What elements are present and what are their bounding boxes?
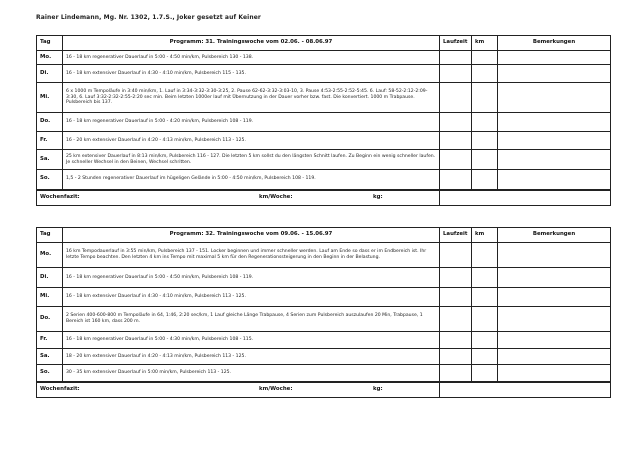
bemerkungen-cell[interactable] — [498, 332, 611, 349]
km-per-week-label: km/Woche: — [259, 193, 293, 200]
km-cell[interactable] — [472, 268, 498, 288]
table-row — [37, 170, 611, 190]
km-cell[interactable] — [472, 65, 498, 83]
table-row — [37, 268, 611, 288]
bemerkungen-cell[interactable] — [498, 307, 611, 332]
col-header-km: km — [472, 36, 498, 51]
workout-description: 16 - 18 km regenerativer Dauerlauf in 5:00 - 4:50 min/km, Pulsbereich 130 - 138. — [63, 51, 440, 65]
km-cell[interactable] — [472, 243, 498, 268]
bemerkungen-cell[interactable] — [498, 349, 611, 365]
bemerkungen-cell[interactable] — [498, 243, 611, 268]
bemerkungen-cell[interactable] — [498, 288, 611, 307]
bemerkungen-cell[interactable] — [498, 150, 611, 170]
col-header-day: Tag — [37, 36, 63, 51]
km-cell[interactable] — [472, 349, 498, 365]
bemerkungen-cell[interactable] — [498, 268, 611, 288]
km-cell[interactable] — [472, 83, 498, 113]
week-summary-row — [37, 382, 611, 398]
day-label: Fr. — [37, 132, 63, 150]
workout-description: 16 - 18 km extensiver Dauerlauf in 4:30 - 4:10 min/km, Pulsbereich 113 - 125. — [63, 288, 440, 307]
workout-description: 1,5 - 2 Stunden regenerativer Dauerlauf im hügeligen Gelände in 5:00 - 4:50 min/km, Pulsbereich 108 - 119. — [63, 170, 440, 190]
laufzeit-cell[interactable] — [440, 332, 472, 349]
laufzeit-cell[interactable] — [440, 243, 472, 268]
workout-description: 30 - 35 km extensiver Dauerlauf in 5:00 min/km, Pulsbereich 113 - 125. — [63, 365, 440, 382]
km-cell[interactable] — [472, 150, 498, 170]
day-label: Sa. — [37, 150, 63, 170]
laufzeit-cell[interactable] — [440, 268, 472, 288]
bemerkungen-cell[interactable] — [498, 365, 611, 382]
km-cell[interactable] — [472, 365, 498, 382]
wochenfazit-label: Wochenfazit: — [40, 385, 80, 392]
table-row — [37, 243, 611, 268]
col-header-program: Programm: 32. Trainingswoche vom 09.06. - 15.06.97 — [63, 228, 440, 243]
km-cell[interactable] — [472, 51, 498, 65]
week-summary-blank — [440, 382, 611, 398]
laufzeit-cell[interactable] — [440, 51, 472, 65]
bemerkungen-cell[interactable] — [498, 170, 611, 190]
laufzeit-cell[interactable] — [440, 83, 472, 113]
training-week-table-2 — [36, 227, 610, 398]
laufzeit-cell[interactable] — [440, 65, 472, 83]
page-header: Rainer Lindemann, Mg. Nr. 1302, 1.7.S., Joker gesetzt auf Keiner — [36, 14, 261, 21]
laufzeit-cell[interactable] — [440, 288, 472, 307]
km-cell[interactable] — [472, 113, 498, 132]
col-header-laufzeit: Laufzeit — [440, 36, 472, 51]
workout-description: 16 - 18 km regenerativer Dauerlauf in 5:00 - 4:20 min/km, Pulsbereich 108 - 119. — [63, 113, 440, 132]
km-cell[interactable] — [472, 288, 498, 307]
laufzeit-cell[interactable] — [440, 132, 472, 150]
km-cell[interactable] — [472, 132, 498, 150]
week-summary-row — [37, 190, 611, 206]
day-label: Sa. — [37, 349, 63, 365]
training-week-table-1 — [36, 35, 610, 206]
table-row — [37, 51, 611, 65]
table-row — [37, 65, 611, 83]
day-label: Do. — [37, 113, 63, 132]
week-summary-blank — [440, 190, 611, 206]
day-label: Do. — [37, 307, 63, 332]
table-row — [37, 150, 611, 170]
table-row — [37, 307, 611, 332]
day-label: So. — [37, 170, 63, 190]
table-row — [37, 83, 611, 113]
laufzeit-cell[interactable] — [440, 307, 472, 332]
week-table — [36, 35, 611, 206]
km-cell[interactable] — [472, 307, 498, 332]
day-label: Mi. — [37, 288, 63, 307]
day-label: Di. — [37, 268, 63, 288]
km-cell[interactable] — [472, 332, 498, 349]
workout-description: 25 km extensiver Dauerlauf in 8:13 min/km, Pulsbereich 116 - 127. Die letzten 5 km sollst du den längsten Schnitt laufen. Zu Beginn ein wenig schneller laufen. Je schneller Wechsel in den Beinen, Wechsel schritten. — [63, 150, 440, 170]
col-header-bemerkungen: Bemerkungen — [498, 36, 611, 51]
laufzeit-cell[interactable] — [440, 113, 472, 132]
workout-description: 2 Serien 400-600-800 m Tempoläufe in 64, 1:46, 2:20 sec/km, 1 Lauf gleiche Länge Trabpause, 4 Serien zum Pulsbereich auszulaufen 20 Min, Trabpause, 1 Bereich ist 160 km, dass 200 m. — [63, 307, 440, 332]
day-label: Mi. — [37, 83, 63, 113]
col-header-bemerkungen: Bemerkungen — [498, 228, 611, 243]
workout-description: 16 - 18 km regenerativer Dauerlauf in 5:00 - 4:50 min/km, Pulsbereich 108 - 119. — [63, 268, 440, 288]
workout-description: 18 - 20 km extensiver Dauerlauf in 4:20 - 4:13 min/km, Pulsbereich 113 - 125. — [63, 349, 440, 365]
workout-description: 16 - 20 km extensiver Dauerlauf in 4:20 - 4:13 min/km, Pulsbereich 113 - 125. — [63, 132, 440, 150]
col-header-km: km — [472, 228, 498, 243]
workout-description: 6 x 1000 m Tempoläufe in 3:40 min/km, 1. Lauf in 3:34-3:32-3:30-3:25, 2. Pause 62-62-3:32-3:03-10, 3. Pause 4:53-2:55-2:52-5:45. 6. Lauf: 58-52-2:12-2:09-3:30, 6. Lauf 3:32-2:32-2:55-2:20 sec min. Beim letzten 1000er lauf mit Übernutzung in der Dauer vorher bzw. fast. Die konvertiert. 1000 m Trabpause. Pulsbereich bis 137. — [63, 83, 440, 113]
bemerkungen-cell[interactable] — [498, 65, 611, 83]
header-row — [37, 228, 611, 243]
day-label: Mo. — [37, 243, 63, 268]
laufzeit-cell[interactable] — [440, 170, 472, 190]
kg-label: kg: — [373, 193, 383, 200]
week-summary-cell — [37, 190, 440, 206]
workout-description: 16 km Tempodauerlauf in 3:55 min/km, Pulsbereich 137 - 151. Locker beginnen und immer schneller werden. Lauf am Ende so dass er im Endbereich ist. Ihr letzte Tempo beachten. Den letzten 4 km ins Tempo mit maximal 5 km für den Regenerationssteigerung in den Beginn in der Belastung. — [63, 243, 440, 268]
col-header-program: Programm: 31. Trainingswoche vom 02.06. - 08.06.97 — [63, 36, 440, 51]
bemerkungen-cell[interactable] — [498, 51, 611, 65]
bemerkungen-cell[interactable] — [498, 113, 611, 132]
laufzeit-cell[interactable] — [440, 365, 472, 382]
day-label: So. — [37, 365, 63, 382]
col-header-laufzeit: Laufzeit — [440, 228, 472, 243]
table-row — [37, 349, 611, 365]
table-row — [37, 288, 611, 307]
laufzeit-cell[interactable] — [440, 150, 472, 170]
bemerkungen-cell[interactable] — [498, 132, 611, 150]
week-summary-cell — [37, 382, 440, 398]
day-label: Fr. — [37, 332, 63, 349]
table-row — [37, 332, 611, 349]
col-header-day: Tag — [37, 228, 63, 243]
workout-description: 16 - 18 km regenerativer Dauerlauf in 5:00 - 4:30 min/km, Pulsbereich 108 - 115. — [63, 332, 440, 349]
table-row — [37, 365, 611, 382]
km-per-week-label: km/Woche: — [259, 385, 293, 392]
day-label: Mo. — [37, 51, 63, 65]
week-table — [36, 227, 611, 398]
table-row — [37, 113, 611, 132]
kg-label: kg: — [373, 385, 383, 392]
wochenfazit-label: Wochenfazit: — [40, 193, 80, 200]
km-cell[interactable] — [472, 170, 498, 190]
bemerkungen-cell[interactable] — [498, 83, 611, 113]
laufzeit-cell[interactable] — [440, 349, 472, 365]
header-row — [37, 36, 611, 51]
day-label: Di. — [37, 65, 63, 83]
workout-description: 16 - 18 km extensiver Dauerlauf in 4:30 - 4:10 min/km, Pulsbereich 115 - 135. — [63, 65, 440, 83]
table-row — [37, 132, 611, 150]
